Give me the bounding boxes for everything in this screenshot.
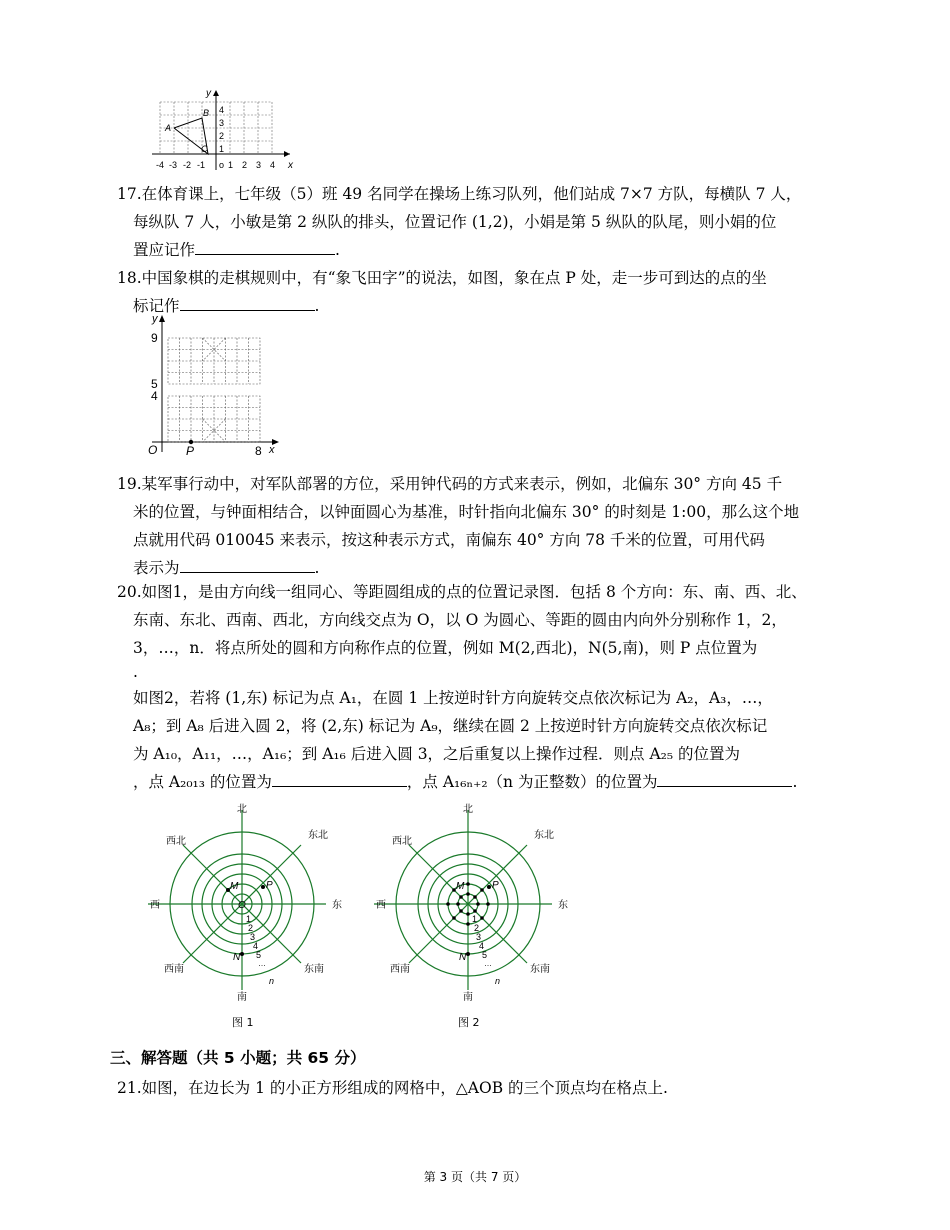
question-number: 19. <box>117 475 142 493</box>
question-number: 18. <box>117 269 142 287</box>
ring-label: 4 <box>479 941 485 951</box>
question-17-line3 <box>133 236 853 264</box>
question-17-line2: 每纵队 7 人，小敏是第 2 纵队的排头，位置记作 (1,2)，小娟是第 5 纵队的队尾，则小娟的位 <box>133 213 777 231</box>
ring-label-n: n <box>495 976 501 986</box>
question-text: 如图，在边长为 1 的小正方形组成的网格中，△AOB 的三个顶点均在格点上. <box>141 1079 668 1097</box>
question-text: 在体育课上，七年级（5）班 49 名同学在操场上练习队列，他们站成 7×7 方队，每横队 7 人， <box>141 185 802 203</box>
ring-label: 3 <box>250 932 256 942</box>
ring-label: 4 <box>253 941 259 951</box>
point-label-a: A <box>165 123 172 133</box>
point-label-c: C <box>201 144 208 154</box>
x-tick: 2 <box>242 160 248 170</box>
label-south: 南 <box>237 992 247 1003</box>
label-m: M <box>456 881 465 892</box>
label-northeast: 东北 <box>308 830 328 841</box>
question-number: 21. <box>117 1079 142 1097</box>
question-20-line2: 东南、东北、西南、西北，方向线交点为 O，以 O 为圆心、等距的圆由内向外分别称作 1，2， <box>133 611 787 629</box>
answer-blank-a16n2[interactable] <box>657 768 792 787</box>
section-heading: 三、解答题（共 5 小题；共 65 分） <box>110 1049 366 1067</box>
point-n-dot <box>240 952 244 956</box>
x-tick: 4 <box>270 160 276 170</box>
question-19 <box>117 470 847 498</box>
y-axis-label: y <box>206 88 211 99</box>
point-p-label: P <box>186 444 195 458</box>
ring-label: 2 <box>248 923 254 933</box>
label-origin: O <box>238 900 246 911</box>
x-axis-label: x <box>269 444 275 456</box>
x-tick: -3 <box>169 160 178 170</box>
question-text: ，点 A₁₆ₙ₊₂（n 为正整数）的位置为 <box>406 773 658 791</box>
y-tick: 4 <box>219 105 225 115</box>
x-tick: 3 <box>256 160 262 170</box>
label-west: 西 <box>376 900 386 911</box>
point-p-dot <box>261 885 265 889</box>
label-south: 南 <box>463 992 473 1003</box>
question-text: ，点 A₂₀₁₃ 的位置为 <box>133 773 272 791</box>
point-label-b: B <box>203 108 210 118</box>
label-southeast: 东南 <box>530 964 550 975</box>
ring-label: … <box>258 959 266 968</box>
question-20-line7: 为 A₁₀，A₁₁，…，A₁₆；到 A₁₆ 后进入圆 3，之后重复以上操作过程．则点 A₂₅ 的位置为 <box>133 745 741 763</box>
question-20 <box>117 578 847 606</box>
x-tick: 1 <box>228 160 234 170</box>
label-east: 东 <box>332 900 342 911</box>
period: . <box>314 559 320 577</box>
question-18 <box>117 264 847 292</box>
label-northwest: 西北 <box>392 836 412 847</box>
ring-label: … <box>484 959 492 968</box>
x-tick: -1 <box>197 160 206 170</box>
label-n: N <box>459 952 467 963</box>
ring-label: 2 <box>474 923 480 933</box>
label-p: P <box>492 880 499 891</box>
y-axis-label: y <box>152 313 158 325</box>
label-northwest: 西北 <box>166 836 186 847</box>
period: . <box>792 773 798 791</box>
y-tick-5: 5 <box>151 377 158 391</box>
compass-figure-2 <box>374 800 574 1030</box>
question-20-line4: . <box>133 663 138 681</box>
label-n: N <box>233 952 241 963</box>
label-southeast: 东南 <box>304 964 324 975</box>
label-southwest: 西南 <box>390 964 410 975</box>
question-text: 某军事行动中，对军队部署的方位，采用钟代码的方式来表示，例如，北偏东 30° 方向 45 千 <box>141 475 783 493</box>
ring-label: 5 <box>256 950 262 960</box>
question-20-line5: 如图2，若将 (1,东) 标记为点 A₁，在圆 1 上按逆时针方向旋转交点依次标记为 A₂，A₃，…， <box>133 689 773 707</box>
figure-caption: 图 2 <box>458 1016 480 1029</box>
ring-label: 1 <box>472 914 478 924</box>
origin-label: O <box>148 443 158 457</box>
x-tick-8: 8 <box>255 444 262 458</box>
figure-18-chessboard <box>142 312 282 460</box>
question-text: 表示为 <box>133 559 180 577</box>
answer-blank[interactable] <box>195 236 335 255</box>
question-text: 标记作 <box>133 297 180 315</box>
question-number: 17. <box>117 185 142 203</box>
x-tick: -2 <box>183 160 192 170</box>
x-tick: -4 <box>156 160 165 170</box>
origin-label: o <box>219 160 225 170</box>
question-text: 如图1，是由方向线一组同心、等距圆组成的点的位置记录图．包括 8 个方向：东、南、西、北、 <box>141 583 807 601</box>
label-west: 西 <box>150 900 160 911</box>
ring-label-n: n <box>269 976 275 986</box>
question-number: 20. <box>117 583 142 601</box>
question-19-line3: 点就用代码 010045 来表示，按这种表示方式，南偏东 40° 方向 78 千米的位置，可用代码 <box>133 531 765 549</box>
compass-figure-1 <box>148 800 348 1030</box>
period: . <box>335 241 340 259</box>
question-19-line2: 米的位置，与钟面相结合，以钟面圆心为基准，时针指向北偏东 30° 的时刻是 1:00，那么这个地 <box>133 503 800 521</box>
figure-caption: 图 1 <box>232 1016 254 1029</box>
label-north: 北 <box>237 804 247 815</box>
x-axis-label: x <box>288 160 293 171</box>
question-17 <box>117 180 847 208</box>
question-20-line3: 3，…，n．将点所处的圆和方向称作点的位置，例如 M(2,西北)，N(5,南)，则 P 点位置为 <box>133 639 758 657</box>
label-northeast: 东北 <box>534 830 554 841</box>
label-north: 北 <box>463 804 473 815</box>
y-tick-9: 9 <box>151 331 158 345</box>
answer-blank[interactable] <box>180 554 315 573</box>
label-p: P <box>266 880 273 891</box>
ring-label: 1 <box>246 914 252 924</box>
label-southwest: 西南 <box>164 964 184 975</box>
label-east: 东 <box>558 900 568 911</box>
figure-16-grid <box>148 88 298 176</box>
question-20-line8 <box>133 768 853 796</box>
ring-label: 5 <box>482 950 488 960</box>
question-21 <box>117 1074 847 1102</box>
ring-label: 3 <box>476 932 482 942</box>
question-text: 置应记作 <box>133 241 196 259</box>
page-footer: 第 3 页（共 7 页） <box>423 1170 527 1184</box>
y-tick: 2 <box>219 131 225 141</box>
question-text: 中国象棋的走棋规则中，有“象飞田字”的说法，如图，象在点 P 处，走一步可到达的点的坐 <box>141 269 767 287</box>
y-tick: 1 <box>219 144 225 154</box>
y-tick-4: 4 <box>151 389 158 403</box>
period: . <box>314 297 320 315</box>
answer-blank[interactable] <box>180 292 315 311</box>
label-m: M <box>230 881 239 892</box>
y-tick: 3 <box>219 118 225 128</box>
question-20-line6: A₈；到 A₈ 后进入圆 2，将 (2,东) 标记为 A₉，继续在圆 2 上按逆时针方向旋转交点依次标记 <box>133 717 768 735</box>
answer-blank-a2013[interactable] <box>272 768 407 787</box>
